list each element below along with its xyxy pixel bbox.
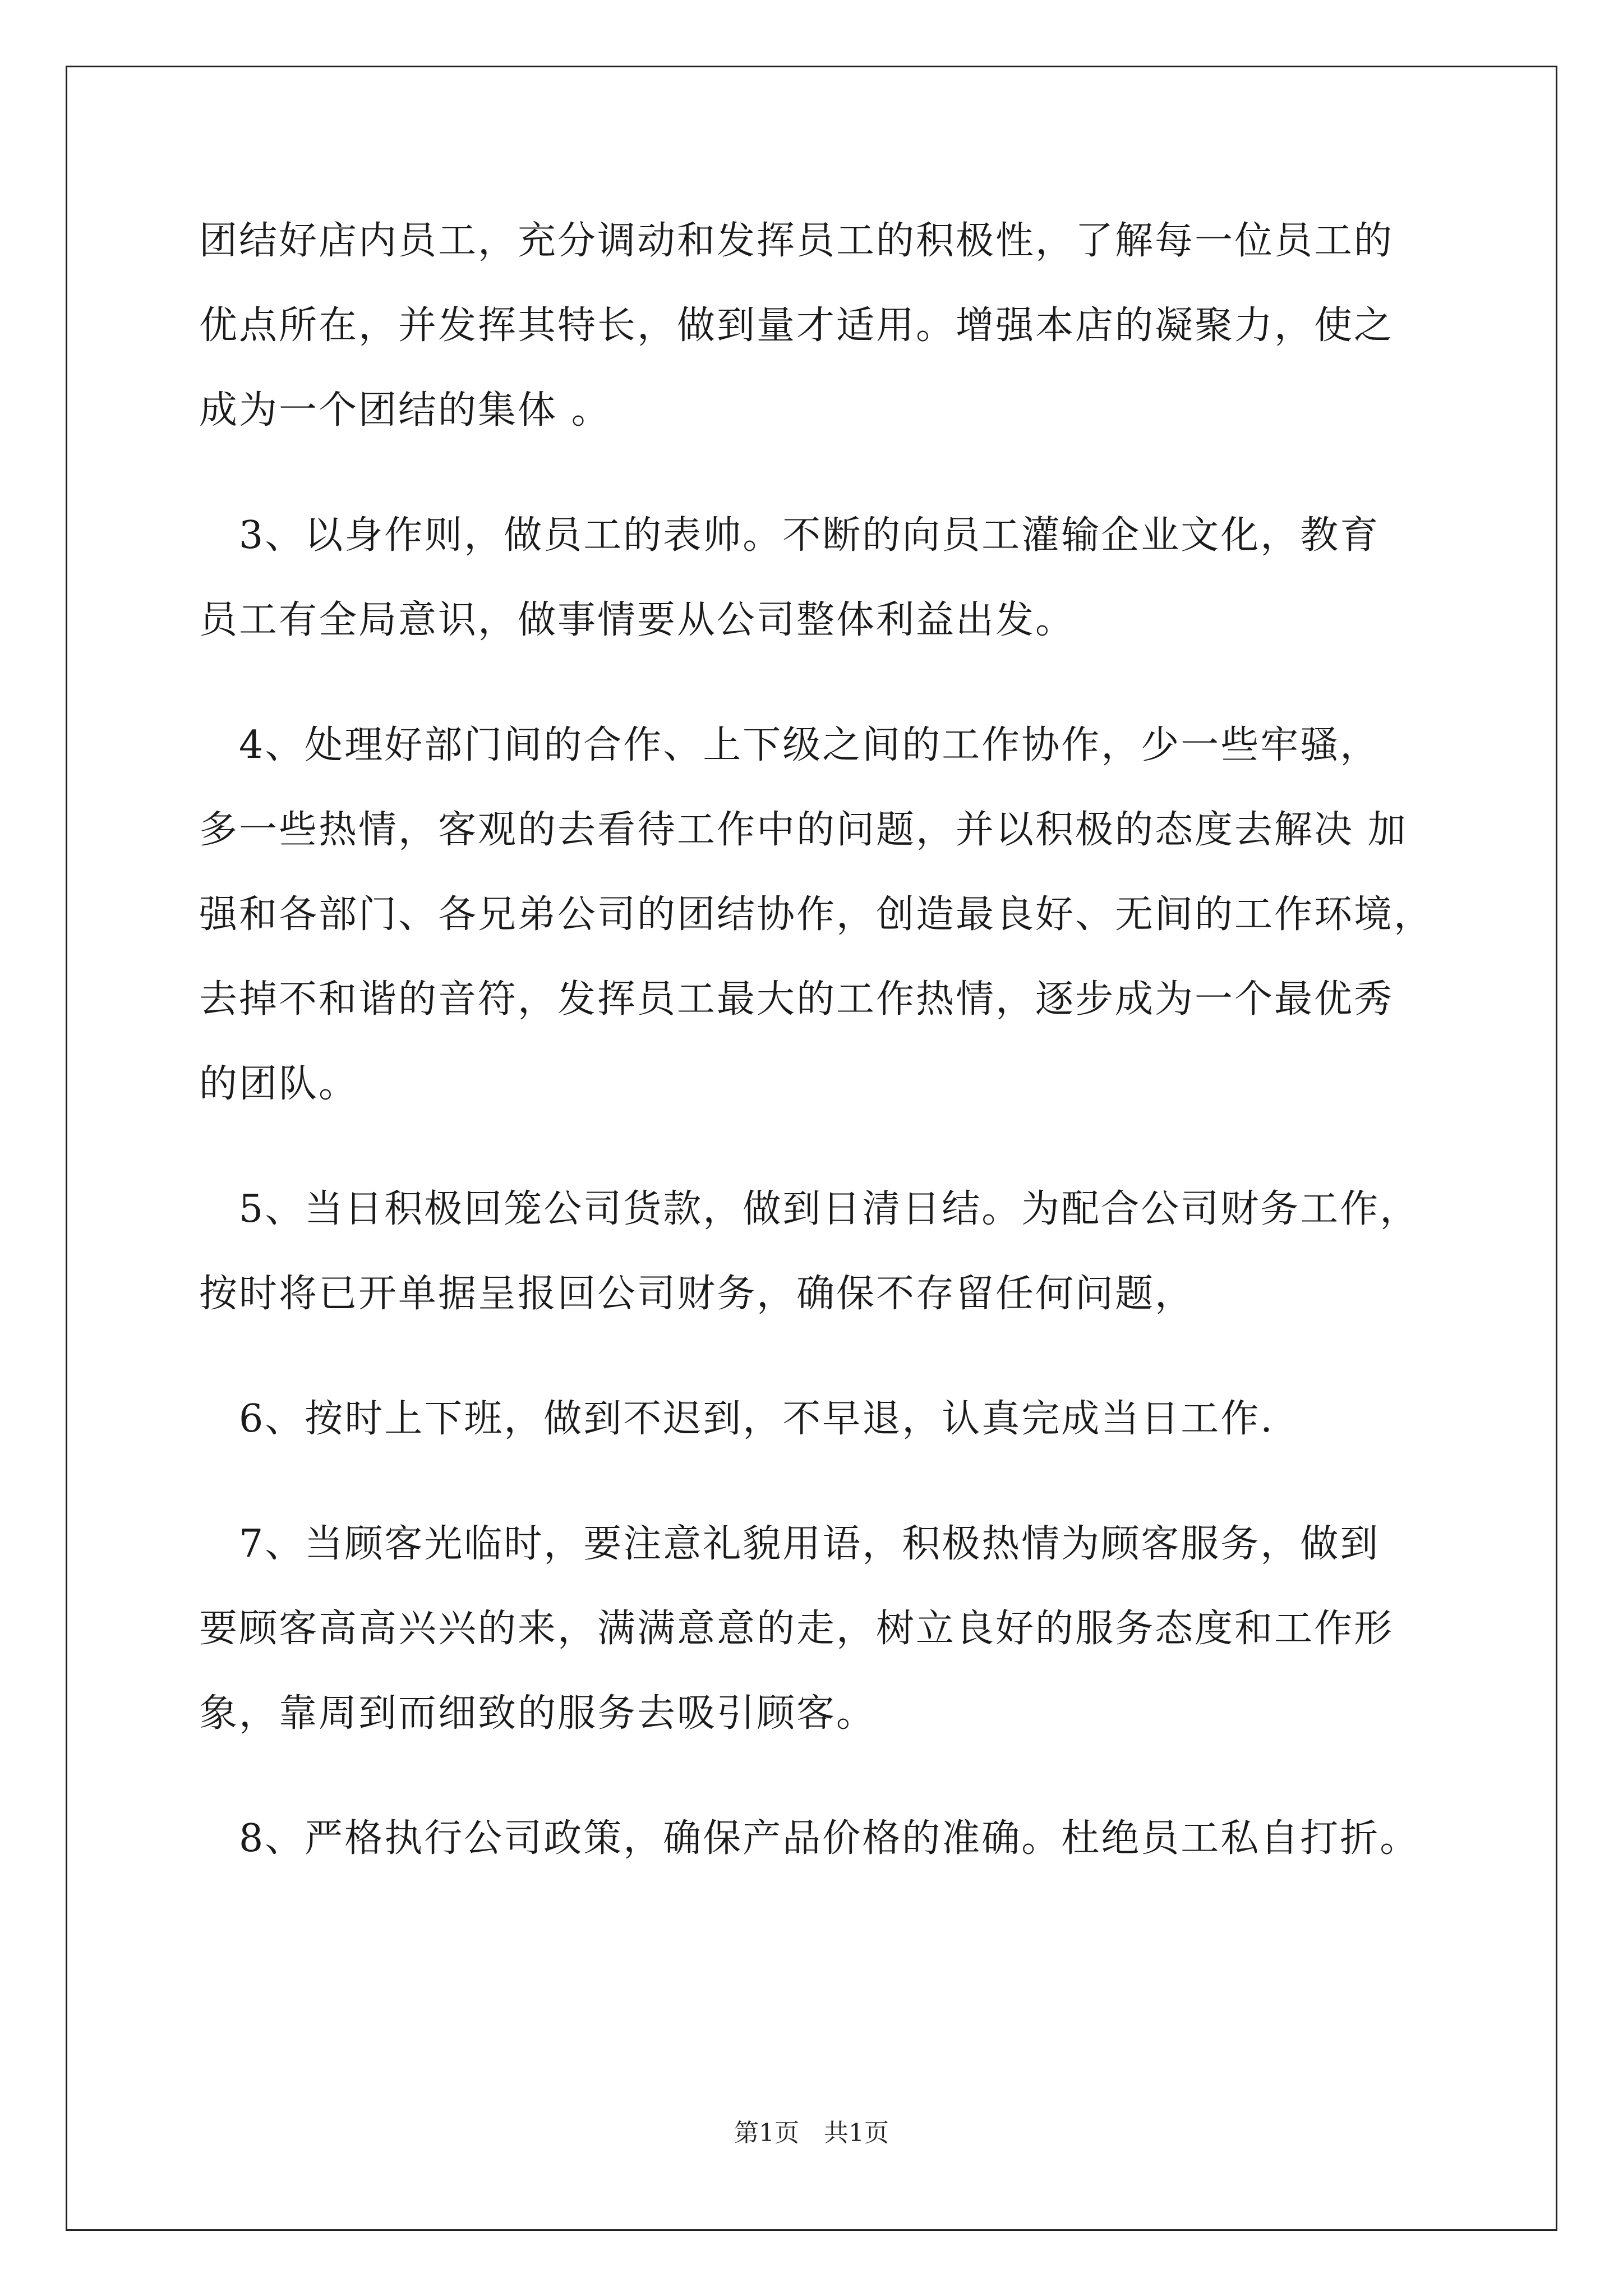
paragraph-gap [199, 1479, 1433, 1519]
text-line: 象，靠周到而细致的服务去吸引顾客。 [199, 1691, 877, 1736]
paragraph-gap [199, 1773, 1433, 1814]
text-line: 3、以身作则，做员工的表帅。不断的向员工灌输企业文化，教育 [199, 513, 1380, 558]
text-line: 8、严格执行公司政策，确保产品价格的准确。杜绝员工私自打折。 [199, 1816, 1420, 1861]
paragraph-gap [199, 680, 1433, 720]
text-line: 按时将已开单据呈报回公司财务，确保不存留任何问题， [199, 1272, 1195, 1316]
text-line: 员工有全局意识，做事情要从公司整体利益出发。 [199, 598, 1076, 642]
text-line: 优点所在，并发挥其特长，做到量才适用。增强本店的凝聚力，使之 [199, 303, 1394, 348]
text-line: 团结好店内员工，充分调动和发挥员工的积极性，了解每一位员工的 [199, 219, 1394, 263]
document-body [199, 216, 1433, 1898]
text-line: 成为一个团结的集体 。 [199, 388, 611, 432]
paragraph-gap [199, 470, 1433, 510]
paragraph-gap [199, 1144, 1433, 1184]
text-line: 要顾客高高兴兴的来，满满意意的走，树立良好的服务态度和工作形 [199, 1607, 1394, 1651]
text-line: 7、当顾客光临时，要注意礼貌用语，积极热情为顾客服务，做到 [199, 1522, 1380, 1566]
text-line: 去掉不和谐的音符，发挥员工最大的工作热情，逐步成为一个最优秀 [199, 977, 1394, 1022]
text-line: 5、当日积极回笼公司货款，做到日清日结。为配合公司财务工作， [199, 1187, 1420, 1231]
text-line: 4、处理好部门间的合作、上下级之间的工作协作，少一些牢骚， [199, 723, 1380, 767]
text-line: 的团队。 [199, 1062, 359, 1106]
text-line: 强和各部门、各兄弟公司的团结协作，创造最良好、无间的工作环境， [199, 892, 1434, 937]
paragraph-gap [199, 1354, 1433, 1394]
text-line: 多一些热情，客观的去看待工作中的问题，并以积极的态度去解决 加 [199, 808, 1408, 852]
page-footer: 第1页 共1页 [734, 2119, 889, 2147]
text-line: 6、按时上下班，做到不迟到，不早退，认真完成当日工作. [199, 1397, 1274, 1441]
